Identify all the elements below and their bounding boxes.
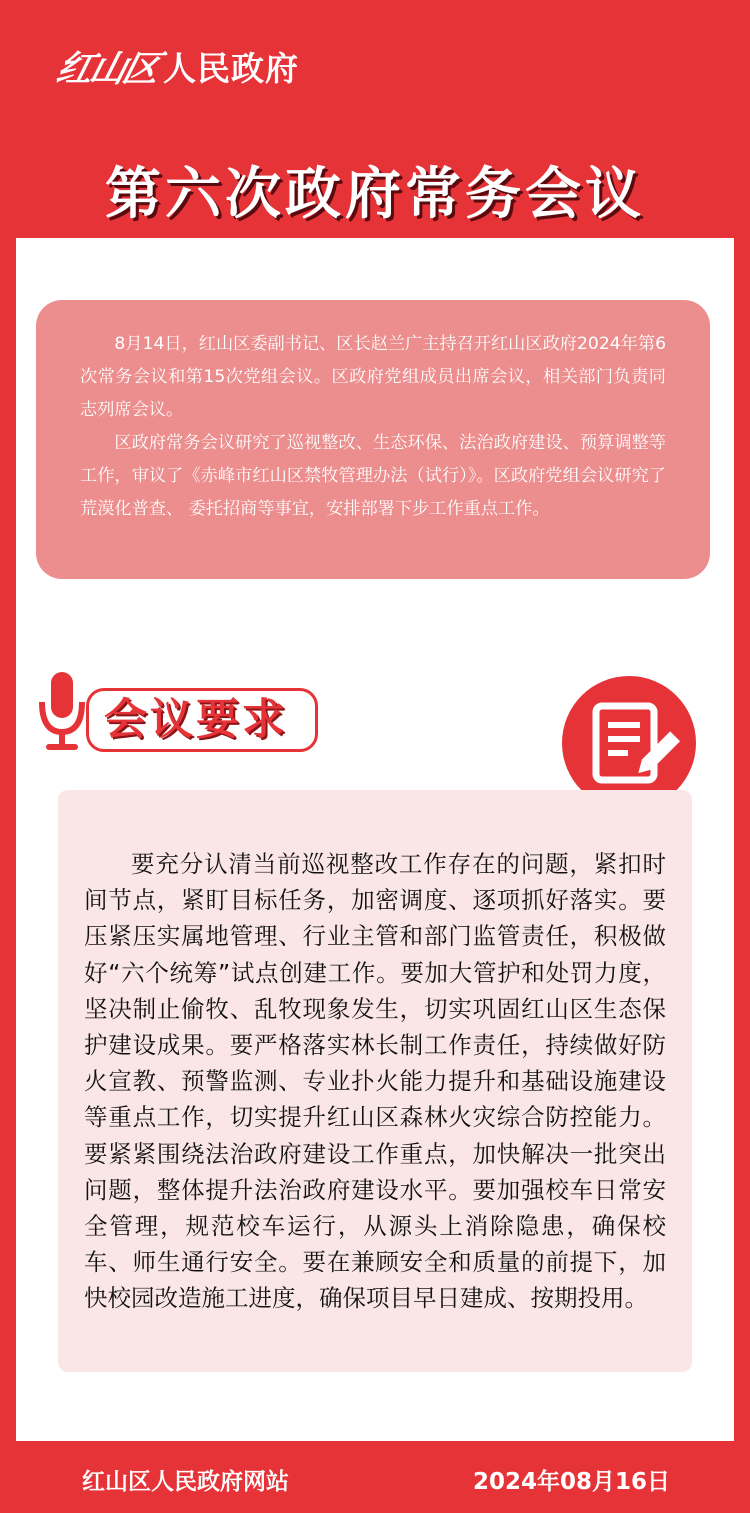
intro-paragraph: 8月14日，红山区委副书记、区长赵兰广主持召开红山区政府2024年第6次常务会议和第15次党组会议。区政府党组成员出席会议，相关部门负责同志列席会议。 — [80, 334, 666, 420]
page-title: 第六次政府常务会议 — [105, 162, 645, 227]
section-heading: 会议要求 — [104, 695, 288, 745]
intro-paragraph: 区政府常务会议研究了巡视整改、生态环保、法治政府建设、预算调整等工作，审议了《赤峰市红山区禁牧管理办法（试行）》。区政府党组会议研究了荒漠化普查、 委托招商等事宜，安排部署下步工作重点工作。 — [80, 433, 666, 519]
logo-text: 人民政府 — [163, 48, 300, 88]
footer-date: 2024年08月16日 — [472, 1469, 670, 1495]
footer-bar — [0, 1441, 750, 1513]
left-border — [0, 238, 16, 1441]
microphone-icon — [36, 670, 86, 754]
footer-source: 红山区人民政府网站 — [82, 1469, 289, 1495]
logo-calligraphy: 红山区 — [52, 47, 162, 90]
government-logo — [52, 40, 300, 92]
right-border — [734, 238, 750, 1441]
requirements-text: 要充分认清当前巡视整改工作存在的问题，紧扣时间节点，紧盯目标任务，加密调度、逐项抓好落实。要压紧压实属地管理、行业主管和部门监管责任，积极做好“六个统筹”试点创建工作。要加大管护和处罚力度，坚决制止偷牧、乱牧现象发生，切实巩固红山区生态保护建设成果。要严格落实林长制工作责任，持续做好防火宣教、预警监测、专业扑火能力提升和基础设施建设等重点工作，切实提升红山区森林火灾综合防控能力。要紧紧围绕法治政府建设工作重点，加快解决一批突出问题，整体提升法治政府建设水平。要加强校车日常安全管理，规范校车运行，从源头上消除隐患，确保校车、师生通行安全。要在兼顾安全和质量的前提下，加快校园改造施工进度，确保项目早日建成、按期投用。 — [84, 850, 666, 1313]
intro-panel — [36, 300, 710, 579]
requirements-panel — [58, 790, 692, 1372]
